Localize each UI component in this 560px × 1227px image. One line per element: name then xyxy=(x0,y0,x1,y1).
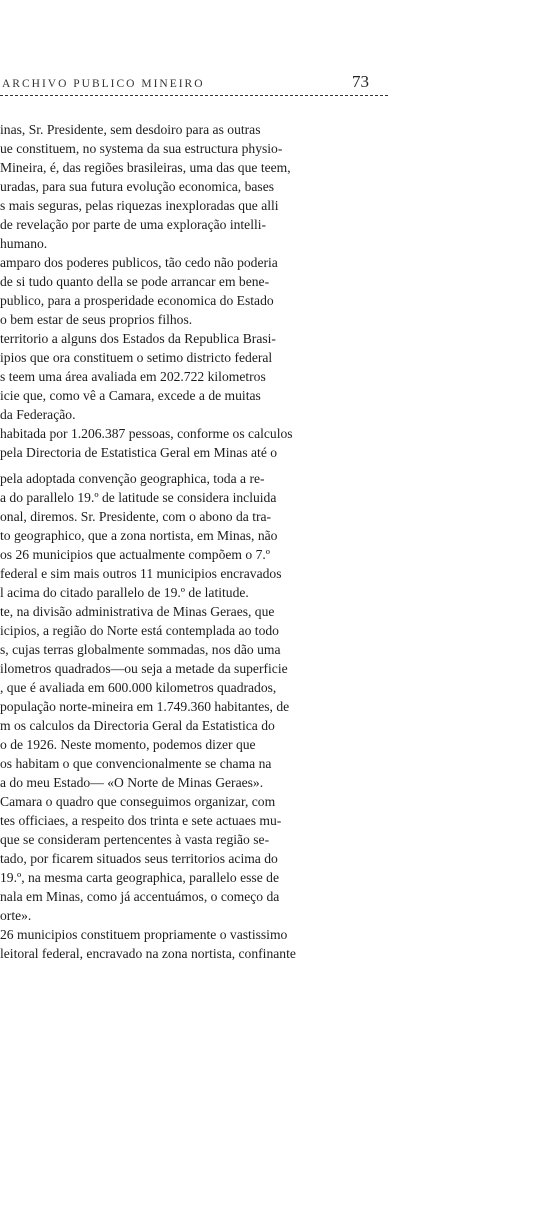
text-line: pela Directoria de Estatistica Geral em Minas até o xyxy=(0,445,278,460)
text-line: população norte-mineira em 1.749.360 habitantes, de xyxy=(0,699,290,714)
text-line: federal e sim mais outros 11 municipios encravados xyxy=(0,566,282,581)
text-line: publico, para a prosperidade economica do Estado xyxy=(0,293,274,308)
text-line: amparo dos poderes publicos, tão cedo não poderia xyxy=(0,255,278,270)
text-line: m os calculos da Directoria Geral da Estatistica do xyxy=(0,718,275,733)
running-head: ARCHIVO PUBLICO MINEIRO xyxy=(2,78,205,90)
text-line: os habitam o que convencionalmente se chama na xyxy=(0,756,272,771)
text-line: o de 1926. Neste momento, podemos dizer que xyxy=(0,737,256,752)
text-line: te, na divisão administrativa de Minas Geraes, que xyxy=(0,604,275,619)
text-line: o bem estar de seus proprios filhos. xyxy=(0,312,193,327)
text-line: s mais seguras, pelas riquezas inexploradas que alli xyxy=(0,198,279,213)
text-line: uradas, para sua futura evolução economica, bases xyxy=(0,179,275,194)
text-line: a do parallelo 19.º de latitude se considera incluida xyxy=(0,490,277,505)
text-line: habitada por 1.206.387 pessoas, conforme os calculos xyxy=(0,426,293,441)
text-line: inas, Sr. Presidente, sem desdoiro para as outras xyxy=(0,122,261,137)
text-line: humano. xyxy=(0,236,48,251)
text-line: que se consideram pertencentes à vasta região se- xyxy=(0,832,270,847)
text-line: icipios, a região do Norte está contemplada ao todo xyxy=(0,623,279,638)
text-line: de si tudo quanto della se pode arrancar em bene- xyxy=(0,274,270,289)
text-line: l acima do citado parallelo de 19.º de latitude. xyxy=(0,585,249,600)
text-line: ilometros quadrados—ou seja a metade da superficie xyxy=(0,661,288,676)
text-line: , que é avaliada em 600.000 kilometros quadrados, xyxy=(0,680,277,695)
text-line: nala em Minas, como já accentuámos, o começo da xyxy=(0,889,280,904)
text-line: onal, diremos. Sr. Presidente, com o abono da tra- xyxy=(0,509,272,524)
text-line: tes officiaes, a respeito dos trinta e sete actuaes mu- xyxy=(0,813,282,828)
text-line: pela adoptada convenção geographica, toda a re- xyxy=(0,471,265,486)
text-line: territorio a alguns dos Estados da Republica Brasi- xyxy=(0,331,276,346)
text-line: a do meu Estado— «O Norte de Minas Geraes». xyxy=(0,775,264,790)
paragraph-gap xyxy=(0,462,392,469)
text-line: orte». xyxy=(0,908,32,923)
text-line: tado, por ficarem situados seus territorios acima do xyxy=(0,851,278,866)
body-text xyxy=(0,120,392,963)
header-rule xyxy=(0,95,388,97)
text-line: Camara o quadro que conseguimos organizar, com xyxy=(0,794,276,809)
text-line: 19.º, na mesma carta geographica, parallelo esse de xyxy=(0,870,279,885)
page-number: 73 xyxy=(352,72,369,91)
text-line: ipios que ora constituem o setimo districto federal xyxy=(0,350,273,365)
text-line: de revelação por parte de uma exploração intelli- xyxy=(0,217,267,232)
text-line: ue constituem, no systema da sua estructura physio- xyxy=(0,141,283,156)
text-line: s teem uma área avaliada em 202.722 kilometros xyxy=(0,369,266,384)
text-line: leitoral federal, encravado na zona nortista, confinante xyxy=(0,946,296,961)
text-line: icie que, como vê a Camara, excede a de muitas xyxy=(0,388,261,403)
text-line: Mineira, é, das regiões brasileiras, uma das que teem, xyxy=(0,160,291,175)
text-line: da Federação. xyxy=(0,407,76,422)
text-line: 26 municipios constituem propriamente o vastissimo xyxy=(0,927,288,942)
text-line: to geographico, que a zona nortista, em Minas, não xyxy=(0,528,278,543)
page-header xyxy=(0,70,392,96)
text-line: os 26 municipios que actualmente compõem o 7.º xyxy=(0,547,270,562)
text-line: s, cujas terras globalmente sommadas, nos dão uma xyxy=(0,642,281,657)
